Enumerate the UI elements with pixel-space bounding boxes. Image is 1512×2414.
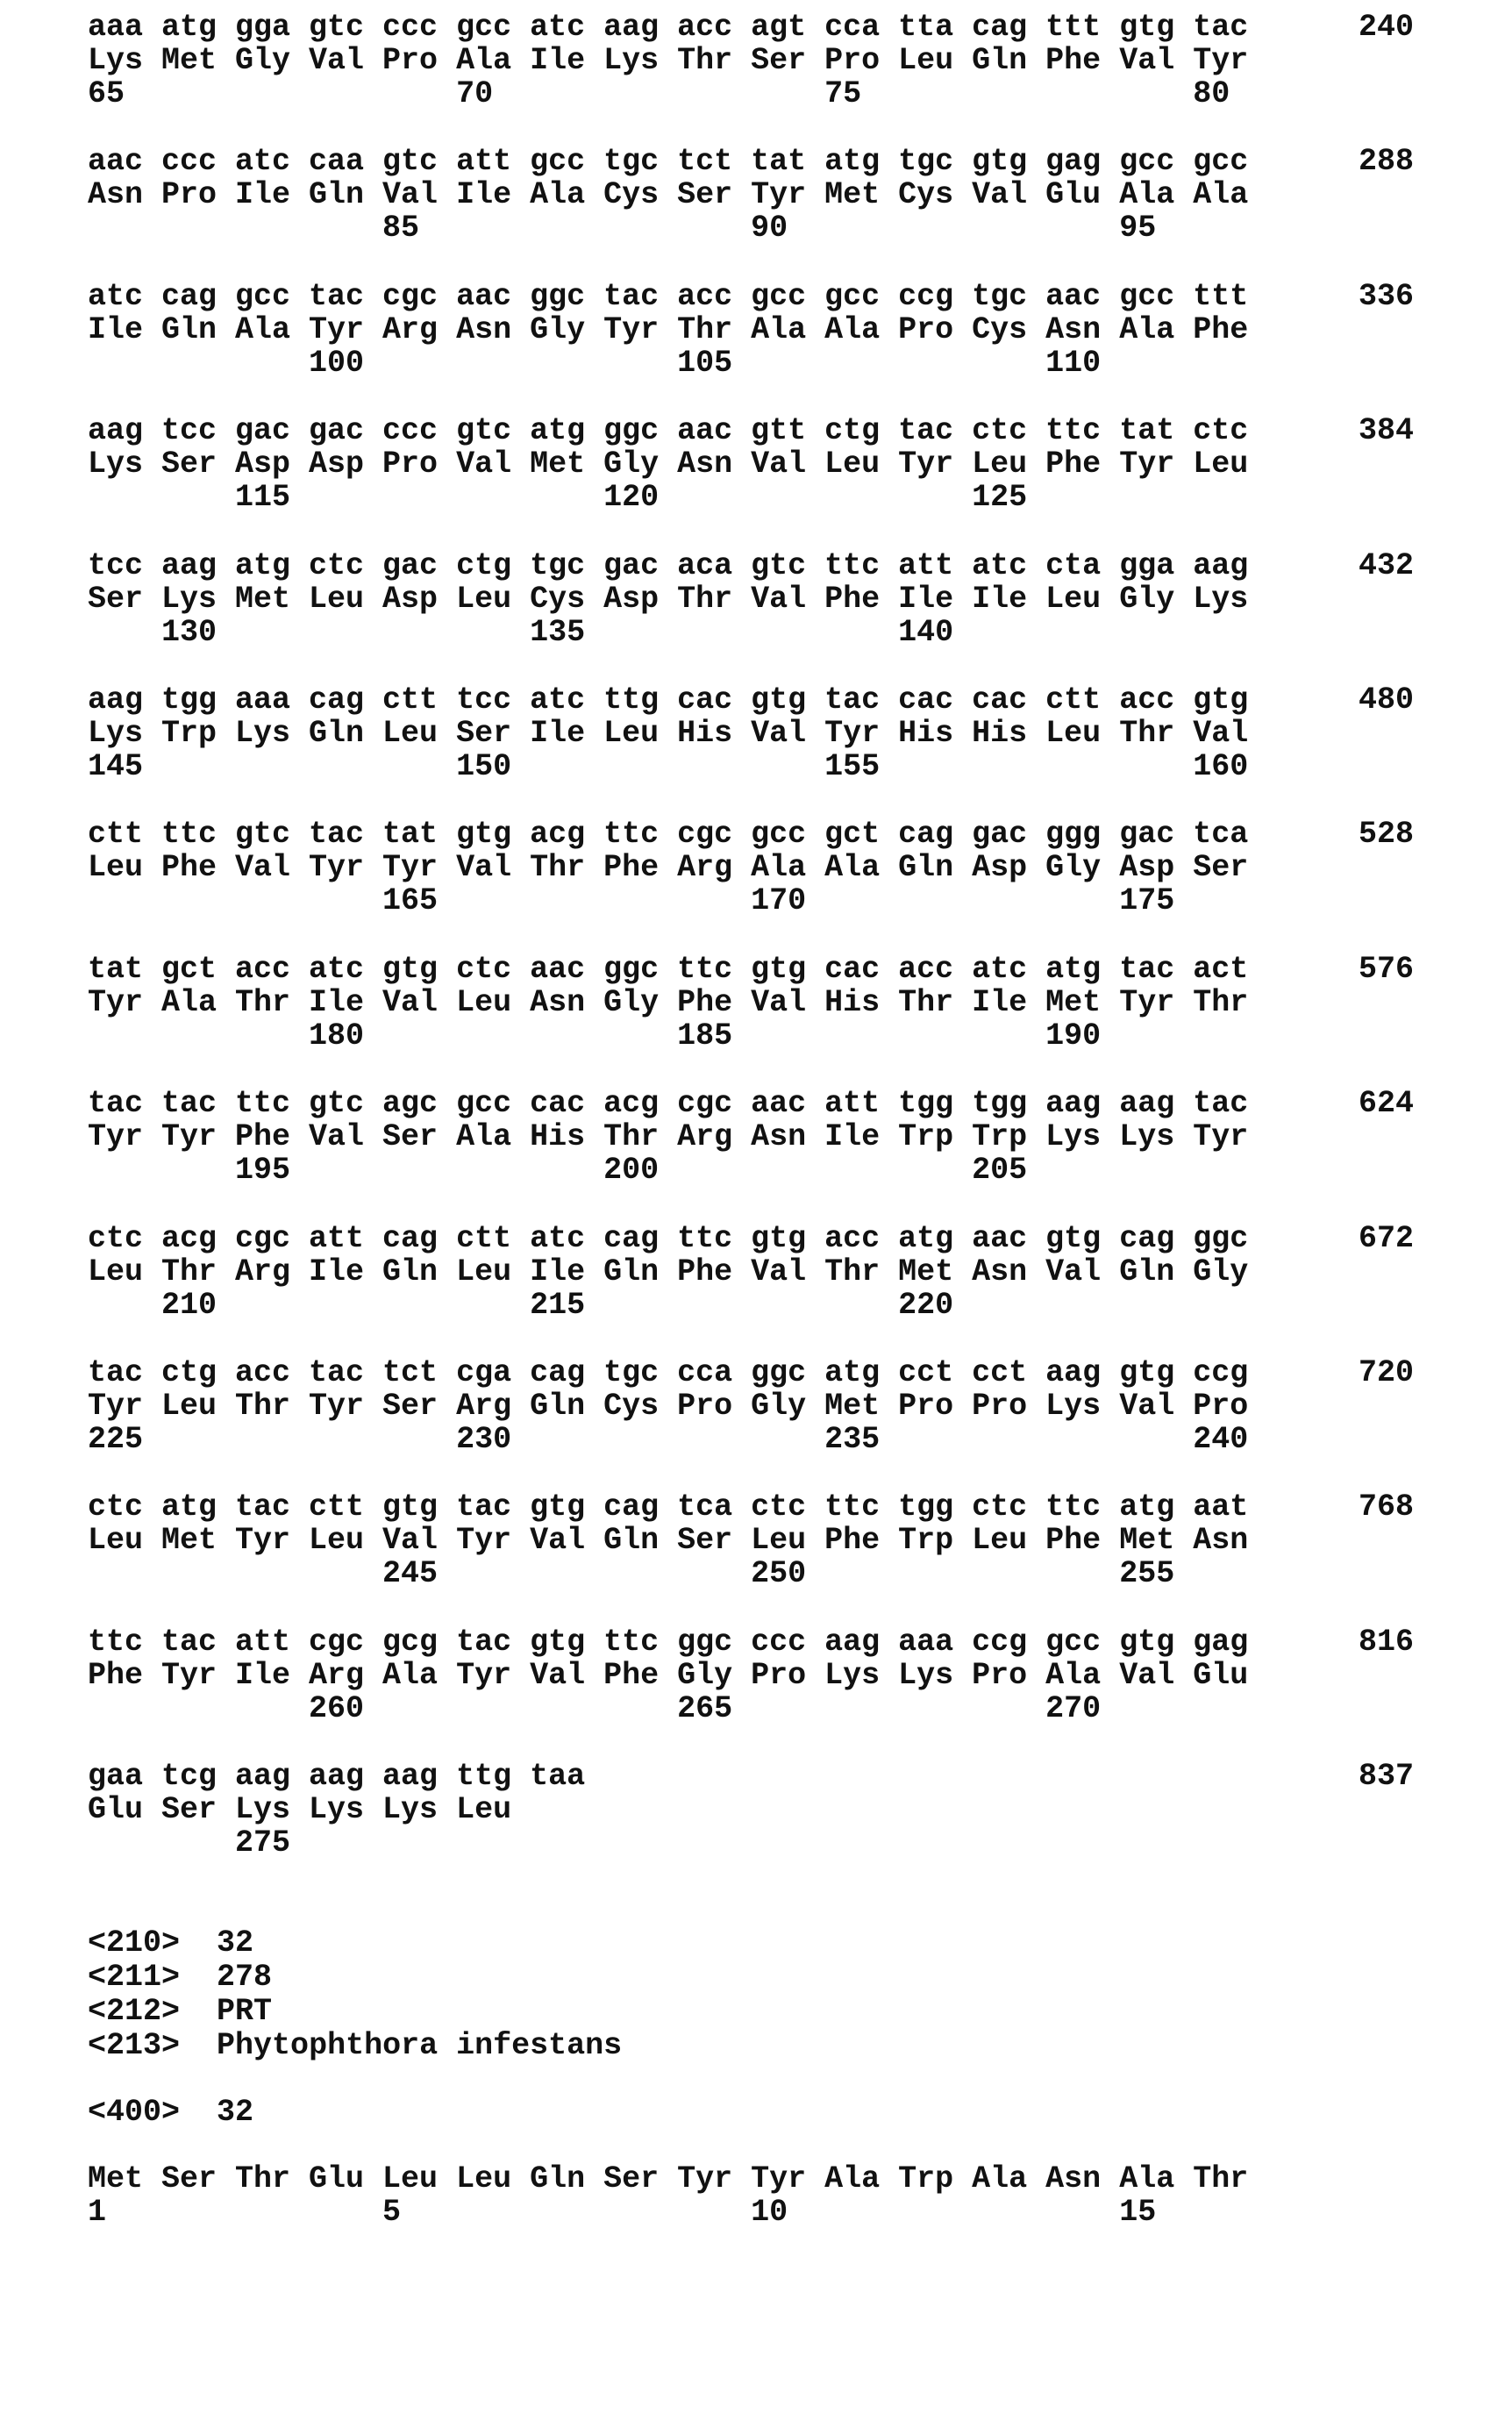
dna-codon-line <box>88 145 1421 178</box>
residue-number: 205 <box>972 1153 1027 1187</box>
amino-acid-line: Ile Gln Ala Tyr Arg Asn Gly Tyr Thr Ala Ala Pro Cys Asn Ala Phe <box>88 313 1421 346</box>
tag: <212> <box>88 1994 180 2029</box>
codons: ctc acg cgc att cag ctt atc cag ttc gtg acc atg aac gtg cag ggc <box>88 1221 1248 1256</box>
nucleotide-position: 336 <box>1359 280 1414 313</box>
codons: tac ctg acc tac tct cga cag tgc cca ggc atg cct cct aag gtg ccg <box>88 1355 1248 1390</box>
residue-number: 5 <box>382 2196 401 2229</box>
protein-sequence-row <box>88 2162 1421 2229</box>
sequence-block <box>88 1356 1421 1456</box>
residue-number: 195 <box>235 1153 290 1187</box>
sequence-block <box>88 549 1421 649</box>
codons: tac tac ttc gtc agc gcc cac acg cgc aac att tgg tgg aag aag tac <box>88 1086 1248 1121</box>
residue-number: 130 <box>161 616 217 649</box>
dna-codon-line <box>88 1625 1421 1659</box>
residue-number: 95 <box>1119 211 1156 245</box>
sequence-block <box>88 11 1421 111</box>
nucleotide-position: 576 <box>1359 953 1414 986</box>
residue-number: 90 <box>751 211 788 245</box>
nucleotide-position: 768 <box>1359 1490 1414 1524</box>
codons: aaa atg gga gtc ccc gcc atc aag acc agt cca tta cag ttt gtg tac <box>88 10 1248 45</box>
amino-acid-line: Leu Met Tyr Leu Val Tyr Val Gln Ser Leu Phe Trp Leu Phe Met Asn <box>88 1524 1421 1557</box>
metadata-line <box>88 2029 622 2062</box>
residue-number-line <box>88 211 1421 245</box>
amino-acid-line: Lys Ser Asp Asp Pro Val Met Gly Asn Val Leu Tyr Leu Phe Tyr Leu <box>88 447 1421 481</box>
codons: tcc aag atg ctc gac ctg tgc gac aca gtc ttc att atc cta gga aag <box>88 548 1248 583</box>
amino-acid-line: Met Ser Thr Glu Leu Leu Gln Ser Tyr Tyr Ala Trp Ala Asn Ala Thr <box>88 2162 1421 2196</box>
sequence-block <box>88 1625 1421 1725</box>
dna-codon-line <box>88 683 1421 717</box>
dna-codon-line <box>88 818 1421 851</box>
residue-number: 255 <box>1119 1557 1174 1590</box>
residue-number: 75 <box>824 77 861 111</box>
residue-number: 1 <box>88 2196 106 2229</box>
value: 278 <box>217 1960 272 1995</box>
residue-number-line <box>88 2196 1421 2229</box>
nucleotide-position: 672 <box>1359 1222 1414 1255</box>
residue-number-line <box>88 1153 1421 1187</box>
dna-codon-line <box>88 1087 1421 1120</box>
residue-number: 155 <box>824 750 880 783</box>
nucleotide-position: 240 <box>1359 11 1414 44</box>
residue-number: 275 <box>235 1826 290 1860</box>
residue-number: 230 <box>456 1423 511 1456</box>
metadata-line <box>88 1960 272 1994</box>
residue-number: 15 <box>1119 2196 1156 2229</box>
sequence-block <box>88 818 1421 918</box>
residue-number-line <box>88 1826 1421 1860</box>
residue-number: 260 <box>309 1692 364 1725</box>
value: Phytophthora infestans <box>217 2028 622 2063</box>
dna-codon-line <box>88 1490 1421 1524</box>
amino-acid-line: Phe Tyr Ile Arg Ala Tyr Val Phe Gly Pro Lys Lys Pro Ala Val Glu <box>88 1659 1421 1692</box>
residue-number: 265 <box>677 1692 732 1725</box>
nucleotide-position: 432 <box>1359 549 1414 582</box>
residue-number: 150 <box>456 750 511 783</box>
residue-number: 240 <box>1193 1423 1248 1456</box>
nucleotide-position: 720 <box>1359 1356 1414 1389</box>
dna-codon-line <box>88 953 1421 986</box>
residue-number-line <box>88 1289 1421 1322</box>
residue-number: 185 <box>677 1019 732 1053</box>
residue-number: 120 <box>603 481 659 514</box>
residue-number: 250 <box>751 1557 806 1590</box>
seq-400-header <box>88 2096 253 2129</box>
nucleotide-position: 624 <box>1359 1087 1414 1120</box>
residue-number: 160 <box>1193 750 1248 783</box>
amino-acid-line: Ser Lys Met Leu Asp Leu Cys Asp Thr Val Phe Ile Ile Leu Gly Lys <box>88 582 1421 616</box>
metadata-line <box>88 1926 253 1960</box>
nucleotide-position: 288 <box>1359 145 1414 178</box>
amino-acid-line: Tyr Tyr Phe Val Ser Ala His Thr Arg Asn Ile Trp Trp Lys Lys Tyr <box>88 1120 1421 1153</box>
residue-number: 225 <box>88 1423 143 1456</box>
sequence-block <box>88 1222 1421 1322</box>
residue-number: 165 <box>382 884 438 918</box>
sequence-block <box>88 683 1421 783</box>
residue-number-line <box>88 77 1421 111</box>
dna-codon-line <box>88 1356 1421 1389</box>
codons: ttc tac att cgc gcg tac gtg ttc ggc ccc aag aaa ccg gcc gtg gag <box>88 1625 1248 1660</box>
dna-codon-line <box>88 1222 1421 1255</box>
residue-number: 85 <box>382 211 419 245</box>
residue-number: 175 <box>1119 884 1174 918</box>
residue-number: 235 <box>824 1423 880 1456</box>
residue-number: 200 <box>603 1153 659 1187</box>
dna-codon-line <box>88 1760 1421 1793</box>
sequence-block <box>88 1087 1421 1187</box>
residue-number-line <box>88 750 1421 783</box>
residue-number: 70 <box>456 77 493 111</box>
residue-number: 180 <box>309 1019 364 1053</box>
amino-acid-line: Leu Thr Arg Ile Gln Leu Ile Gln Phe Val Thr Met Asn Val Gln Gly <box>88 1255 1421 1289</box>
residue-number-line <box>88 616 1421 649</box>
residue-number: 65 <box>88 77 125 111</box>
residue-number: 10 <box>751 2196 788 2229</box>
residue-number: 115 <box>235 481 290 514</box>
residue-number-line <box>88 346 1421 380</box>
residue-number: 100 <box>309 346 364 380</box>
amino-acid-line: Asn Pro Ile Gln Val Ile Ala Cys Ser Tyr Met Cys Val Glu Ala Ala <box>88 178 1421 211</box>
dna-codon-line <box>88 549 1421 582</box>
sequence-block <box>88 280 1421 380</box>
residue-number-line <box>88 481 1421 514</box>
amino-acid-line: Glu Ser Lys Lys Lys Leu <box>88 1793 1421 1826</box>
residue-number: 245 <box>382 1557 438 1590</box>
amino-acid-line: Lys Trp Lys Gln Leu Ser Ile Leu His Val Tyr His His Leu Thr Val <box>88 717 1421 750</box>
nucleotide-position: 480 <box>1359 683 1414 717</box>
tag: <211> <box>88 1960 180 1995</box>
residue-number-line <box>88 1423 1421 1456</box>
residue-number: 140 <box>898 616 953 649</box>
sequence-block <box>88 145 1421 245</box>
tag: <213> <box>88 2028 180 2063</box>
nucleotide-position: 816 <box>1359 1625 1414 1659</box>
dna-codon-line <box>88 280 1421 313</box>
value: 32 <box>217 1925 253 1960</box>
residue-number-line <box>88 884 1421 918</box>
value: PRT <box>217 1994 272 2029</box>
residue-number-line <box>88 1692 1421 1725</box>
codons: atc cag gcc tac cgc aac ggc tac acc gcc gcc ccg tgc aac gcc ttt <box>88 279 1248 314</box>
amino-acid-line: Tyr Ala Thr Ile Val Leu Asn Gly Phe Val His Thr Ile Met Tyr Thr <box>88 986 1421 1019</box>
residue-number: 215 <box>530 1289 585 1322</box>
metadata-line <box>88 1995 272 2028</box>
codons: aac ccc atc caa gtc att gcc tgc tct tat atg tgc gtg gag gcc gcc <box>88 144 1248 179</box>
nucleotide-position: 384 <box>1359 414 1414 447</box>
residue-number-line <box>88 1019 1421 1053</box>
nucleotide-position: 528 <box>1359 818 1414 851</box>
codons: tat gct acc atc gtg ctc aac ggc ttc gtg cac acc atc atg tac act <box>88 952 1248 987</box>
residue-number: 220 <box>898 1289 953 1322</box>
sequence-block <box>88 414 1421 514</box>
residue-number: 145 <box>88 750 143 783</box>
codons: ctc atg tac ctt gtg tac gtg cag tca ctc ttc tgg ctc ttc atg aat <box>88 1489 1248 1525</box>
codons: aag tgg aaa cag ctt tcc atc ttg cac gtg tac cac cac ctt acc gtg <box>88 682 1248 718</box>
codons: gaa tcg aag aag aag ttg taa <box>88 1759 585 1794</box>
amino-acid-line: Tyr Leu Thr Tyr Ser Arg Gln Cys Pro Gly Met Pro Pro Lys Val Pro <box>88 1389 1421 1423</box>
residue-number: 270 <box>1045 1692 1101 1725</box>
amino-acid-line: Lys Met Gly Val Pro Ala Ile Lys Thr Ser Pro Leu Gln Phe Val Tyr <box>88 44 1421 77</box>
codons: aag tcc gac gac ccc gtc atg ggc aac gtt ctg tac ctc ttc tat ctc <box>88 413 1248 448</box>
value: 32 <box>217 2095 253 2130</box>
residue-number: 210 <box>161 1289 217 1322</box>
residue-number: 170 <box>751 884 806 918</box>
residue-number: 110 <box>1045 346 1101 380</box>
residue-number: 125 <box>972 481 1027 514</box>
amino-acid-line: Leu Phe Val Tyr Tyr Val Thr Phe Arg Ala Ala Gln Asp Gly Asp Ser <box>88 851 1421 884</box>
codons: ctt ttc gtc tac tat gtg acg ttc cgc gcc gct cag gac ggg gac tca <box>88 817 1248 852</box>
residue-number: 105 <box>677 346 732 380</box>
residue-number: 135 <box>530 616 585 649</box>
sequence-block <box>88 953 1421 1053</box>
sequence-block <box>88 1760 1421 1860</box>
sequence-block <box>88 1490 1421 1590</box>
dna-codon-line <box>88 11 1421 44</box>
residue-number-line <box>88 1557 1421 1590</box>
nucleotide-position: 837 <box>1359 1760 1414 1793</box>
tag: <400> <box>88 2095 180 2130</box>
dna-codon-line <box>88 414 1421 447</box>
tag: <210> <box>88 1925 180 1960</box>
residue-number: 80 <box>1193 77 1230 111</box>
residue-number: 190 <box>1045 1019 1101 1053</box>
